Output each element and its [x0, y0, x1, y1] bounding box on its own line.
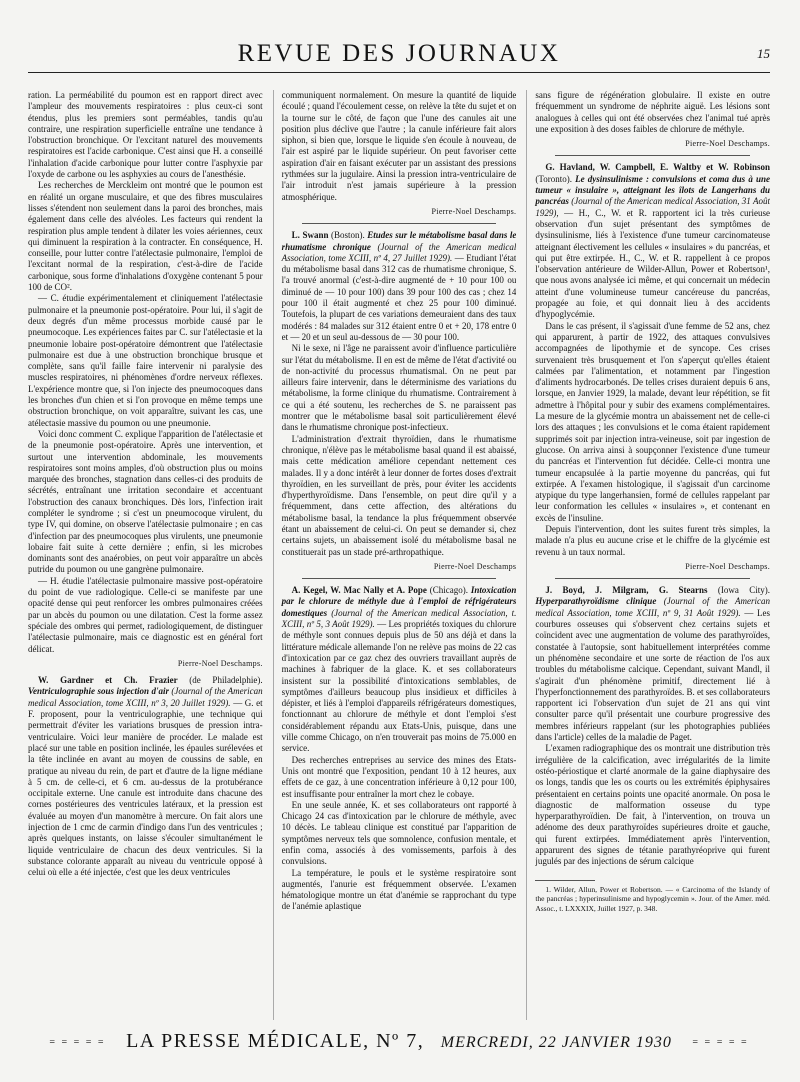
paragraph: ration. La perméabilité du poumon est en rapport direct avec l'ampleur des mouvements respiratoires : plus ceux-ci sont étendus, plus les premiers sont perméables, tandis qu'au contraire, une respiration superficielle entraîne une tendance à l'obstruction bronchique. Or l'excitant naturel des mouvements respiratoires est l'acide carbonique. C'est ainsi que H. a conseillé l'inhalation d'acide carbonique pour lutter contre l'asphyxie par l'oxyde de carbone ou les asphyxies au cours de l'anesthésie. [28, 90, 263, 180]
page-title: REVUE DES JOURNAUX [237, 40, 561, 67]
footer-ornament: = = = = = [49, 1036, 106, 1048]
article-authors: A. Kegel, W. Mac Nally et A. Pope [291, 585, 427, 596]
author-signature: Pierre-Noel Deschamps. [685, 139, 770, 149]
article-body: — Les propriétés toxiques du chlorure de méthyle sont connues depuis plus de 50 ans déjà et dans la littérature médicale allemande l'on ne relève pas moins de 22 cas d'intoxication par ce gaz chez des ouvriers travaillant auprès de machines à fabriquer de la glace. K. et ses collaborateurs insistent sur la possibilité d'intoxications semblables, de symptômes d'ailleurs beaucoup plus insidieux et difficiles à dépister, et liés à l'emploi d'appareils réfrigérateurs domestiques, fonctionnant au chlorure de méthyle et dont l'emploi s'est considérablement répandu aux Etats-Unis, puisque, dans une ville comme Chicago, on n'en trouverait pas moins de 75.000 en service. [281, 619, 517, 754]
article-title: Ventriculographie sous injection d'air [28, 686, 169, 697]
article-location: (de Philadelphie). [177, 675, 263, 686]
article-divider [302, 578, 497, 579]
article-authors: W. Gardner et Ch. Frazier [38, 675, 178, 686]
paragraph: — H. étudie l'atélectasie pulmonaire massive post-opératoire du point de vue radiologique. Celle-ci se manifeste par une opacité dense qui peut renforcer les ombres pulmonaires créées par un abcès du poumon ou une dilatation. C'est la forme assez spéciale des ombres qui permet, radiologiquement, de distinguer l'atélectasie pulmonaire, mais ce diagnostic est en général fort délicat. [28, 575, 263, 654]
footer-ornament-trail: = = = = = [692, 1036, 749, 1048]
article-gardner-frazier [28, 675, 263, 878]
author-signature: Pierre-Noel Deschamps. [431, 206, 517, 216]
article-boyd [535, 585, 770, 743]
article-body: — Etudiant l'état du métabolisme basal dans 312 cas de rhumatisme chronique, S. l'a trouvé anormal (c'est-à-dire augmenté de + 10 pour 100 ou diminué de — 10 pour 100) dans 39 pour 100 des cas ; chez 14 pour 100 il était augmenté et chez 25 pour 100 diminué. Toutefois, la plupart de ces variations demeuraient dans des taux modérés : 84 malades sur 312 étaient entre 0 et + 20, 178 entre 0 et — 20 et un seul au-dessous de — 30 pour 100. [281, 252, 517, 342]
paragraph: Dans le cas présent, il s'agissait d'une femme de 52 ans, chez qui apparurent, à partir de 1922, des attaques convulsives accompagnées de lipothymie et de syncope. Ces crises survenaient très brusquement et l'on s'aperçut qu'elles étaient calmées par l'alimentation, et notamment par l'ingestion d'aliments hydrocarbonés. De telles crises duraient depuis 6 ans, lorsque, en Janvier 1929, la malade, devant leur répétition, se fit admettre à l'hôpital pour y subir des examens complémentaires. La mesure de la glycémie montra un abaissement net de celle-ci lors des attaques ; les convulsions et le coma étaient rapidement supprimés soit par injection intra-veineuse, soit par ingestion de glucose. On arriva ainsi à soupçonner l'existence d'une tumeur du pancréas et l'intervention fut décidée. Celle-ci montra une tumeur encapsulée à la partie moyenne du pancréas, qui fut extirpée. A l'examen histologique, il s'agissait d'un carcinome atypique du type langerhansien, formé de cellules rappelant par leur conformation les cellules « insulaires », et contenant en excès de l'insuline. [535, 320, 770, 523]
article-authors: J. Boyd, J. Milgram, G. Stearns [545, 585, 708, 596]
paragraph: L'examen radiographique des os montrait une distribution très irrégulière de la calcification, avec irrégularités de la limite ostéo-périostique et clarté anormale de la gaine diaphysaire des os longs, tandis que les os courts ou les extrémités épiphysaires présentaient en certains points une opacité anormale. On posa le diagnostic de malformation osseuse du type hyperparathyroïdien. De fait, à l'intervention, on trouva un adénome des deux parathyroïdes supérieures droite et gauche, qui furent extirpées. Immédiatement après l'intervention, apparurent des signes de tétanie parathyréoprive qui furent jugulés par des injections de sérum calcique [535, 743, 770, 867]
article-title: Le dysinsulinisme : convulsions et coma dus à une tumeur « insulaire », atteignant les îlots de Langerhans du pancréas [535, 173, 770, 207]
article-divider [555, 155, 750, 156]
article-divider [302, 223, 497, 224]
article-location: (Chicago). [426, 585, 471, 596]
paragraph: Voici donc comment C. explique l'apparition de l'atélectasie et de la pneumonie post-opératoire. Après une intervention, et surtout une intervention abdominale, les mouvements respiratoires sont moins amples, d'où obstruction plus ou moins marquée des bronches, stagnation dans celles-ci des produits de sécrétés, entraînant une irritation secondaire et accentuant l'obstruction des canaux bronchiques. Dès lors, l'infection irait compléter le syndrome ; si c'est un pneumocoque virulent, du type IV, qui domine, on observe l'atélectasie pulmonaire ; en cas d'infection par des pneumocoques plus virulents, une pneumonie lobaire fait suite à cette dernière ; enfin, si les microbes dominants sont des anaérobies, on peut voir apparaître un abcès putride du poumon ou une gangrène pulmonaire. [28, 428, 263, 575]
article-divider [555, 578, 750, 579]
author-signature: Pierre-Noel Deschamps. [685, 561, 770, 571]
page-footer [28, 1030, 770, 1052]
article-swann [282, 230, 517, 343]
paragraph: La température, le pouls et le système respiratoire sont augmentés, l'anurie est fréquemment observée. L'examen hématologique montre un état d'anémie se rapprochant du type de l'anémie aplastique [281, 867, 517, 912]
author-signature: Pierre-Noel Deschamps. [177, 658, 263, 668]
article-columns [28, 90, 770, 1020]
paragraph: En une seule année, K. et ses collaborateurs ont rapporté à Chicago 24 cas d'intoxication par le chlorure de méthyle, avec 10 décès. Le tableau clinique est constitué par l'apparition de symptômes nerveux tels que somnolence, confusion mentale, et enfin coma, associés à des vomissements, parfois à des convulsions. [281, 799, 517, 867]
page-number: 15 [757, 46, 770, 61]
article-title: Intoxication par le chlorure de méthyle due à l'emploi de réfrigérateurs domestiques [281, 585, 517, 618]
paragraph: L'administration d'extrait thyroïdien, dans le rhumatisme chronique, n'élève pas le métabolisme basal quand il est abaissé, mais cette médication améliore cependant nettement ces malades. Il y a donc intérêt à leur donner de fortes doses d'extrait thyroïdien, en les surveillant de près, pour éviter les accidents d'hyperthyroïdisme. Dans l'ensemble, on peut dire qu'il y a fréquemment, dans cette affection, des altérations du métabolisme basal, la tendance la plus fréquemment observée étant un abaissement de celui-ci. On peut se demander si, chez certains sujets, un abaissement isolé du métabolisme basal ne constituerait pas un stade pré-arthropathique. [281, 433, 517, 557]
paragraph: Ni le sexe, ni l'âge ne paraissent avoir d'influence particulière sur l'état du métabolisme. Il en est de même de l'état d'activité ou de non-activité du processus rhumatismal. On ne peut par ailleurs faire intervenir, dans le déterminisme des variations du métabolisme, la forme clinique du rhumatisme. Contrairement à ce qui a été soutenu, les recherches de S. ne paraissent pas montrer que le métabolisme basal soit particulièrement élevé dans le rhumatisme chronique post-infectieux. [281, 343, 517, 433]
footer-date: MERCREDI, 22 JANVIER 1930 [440, 1034, 672, 1051]
paragraph: Les recherches de Merckleim ont montré que le poumon est en réalité un organe musculaire, et que des fibres musculaires lisses s'étendent non seulement dans la paroi des bronches, mais également dans celle des alvéoles. Les facteurs qui rendent la respiration plus ample tendent à dilater les voies aériennes, ceux qui diminuent la respiration à la contracter. En conséquence, H. conseille, pour lutter contre l'atélectasie pulmonaire, l'emploi de l'excitant normal de la respiration, c'est-à-dire de l'acide carbonique, sous forme d'inhalations d'oxygène contenant 5 pour 100 de CO². [28, 180, 263, 293]
article-authors: G. Havland, W. Campbell, E. Waltby et W. Robinson [545, 162, 770, 173]
journal-reference: (Journal of the American medical Association, t. XCIII, nº 5, 3 Août 1929). [281, 607, 517, 630]
article-location: (Boston). [328, 230, 368, 241]
column-3 [526, 90, 770, 1020]
article-havland [535, 162, 770, 320]
paragraph: sans figure de régénération globulaire. Il existe en outre fréquemment un syndrome de néphrite aiguë. Les lésions sont analogues à celles qui ont été observées chez l'animal tué après une exposition à des doses faibles de chlorure de méthyle. [535, 90, 770, 134]
paragraph: Depuis l'intervention, dont les suites furent très simples, la malade n'a plus eu aucune crise et le chiffre de la glycémie est revenu à un taux normal. [535, 523, 770, 557]
page-header [28, 38, 770, 73]
footnote-divider [535, 880, 595, 881]
article-kegel [282, 585, 517, 754]
article-location: (Iowa City). [707, 585, 770, 596]
article-title: Etudes sur le métabolisme basal dans le rhumatisme chronique [281, 230, 517, 252]
paragraph: communiquent normalement. On mesure la quantité de liquide écoulé ; quand l'écoulement cesse, on relève la tête du sujet et on la tourne sur le côté, de façon que l'une des canules ait une position plus déclive que l'autre ; la canule inférieure fait alors siphon, si bien que, lorsque le liquide s'en écoule à nouveau, de l'air est aspiré par le liquide supérieur. On peut favoriser cette aspiration d'air en faisant exécuter par un assistant des pressions rythmées sur la jugulaire. Ainsi la pression intra-ventriculaire de l'air introduit n'est jamais supérieure à la pression atmosphérique. [281, 90, 517, 202]
article-authors: L. Swann [291, 230, 329, 241]
author-signature: Pierre-Noel Deschamps [433, 561, 517, 571]
article-body: — Les courbures osseuses qui s'observent chez certains sujets et coïncident avec une augmentation de volume des parathyroïdes, constatée à l'autopsie, sont habituellement interprétées comme un phénomène secondaire et une sorte de réaction de l'os aux troubles du métabolisme calcique. Cependant, suivant Mandl, il s'agirait d'un phénomène primitif, directement lié à l'hyperfonctionnement des parathyroïdes. B. et ses collaborateurs rapportent ici l'observation d'un sujet de 21 ans qui vint consulter parce qu'il présentait une courbure progressive des membres inférieurs rappelant (sur les photographies publiées dans l'article) celles de la maladie de Paget. [535, 607, 770, 743]
column-2 [273, 90, 517, 1020]
journal-reference: (Journal of the American medical Association, tome XCIII, nº 9, 31 Août 1929). [535, 596, 770, 618]
footnote: 1. Wilder, Allun, Power et Robertson. — « Carcinoma of the Islandy of the pancréas ; hyperinsulinisme and hypoglycemin ». Jour. of the Amer. méd. Assoc., t. LXXXIX, Juillet 1927, p. 348. [535, 884, 770, 913]
article-title: Hyperparathyroïdisme clinique [535, 596, 657, 607]
footer-title: LA PRESSE MÉDICALE, Nº 7, [126, 1030, 425, 1052]
article-body: — G. et F. proposent, pour la ventriculographie, une technique qui permettrait d'éviter les variations brusques de pression intra-ventriculaire. Voici leur manière de procéder. Le malade est placé sur une table en position inclinée, les épaules surélevées et la tête inclinée en avant au moyen de coussins de sable, en pratique au niveau du rein, de part et d'autre de la ligne médiane à 5 cm. de celle-ci, et 6 cm. au-dessus de la protubérance occipitale externe. Une canule est introduite dans chacune des cornes postérieures des ventricules latéraux, et la pression est évaluée au moyen d'un manomètre à mercure. On fait alors une injection de 1 cmc de carmin d'indigo dans l'un des ventricules ; après quelques instants, on laisse s'écouler simultanément le liquide ventriculaire de chacun des deux ventricules. Si la substance colorante apparaît au niveau du ventricule opposé à celui où elle a été injectée, c'est que les deux ventricules [28, 697, 263, 878]
journal-reference: (Journal of the American medical Association, tome XCIII, nº 4, 27 Juillet 1929). [281, 241, 517, 263]
article-location: (Toronto). [535, 173, 576, 184]
paragraph: — C. étudie expérimentalement et cliniquement l'atélectasie pulmonaire et la pneumonie post-opératoire. Pour lui, il s'agit de deux degrés d'un même processus morbide causé par le pneumocoque. Les expériences faites par C. sur l'atélectasie et la pneumonie lobaire post-opératoire démontrent que l'atélectasie pulmonaire est due à une obstruction bronchique brusque et complète, sans qu'il faille faire intervenir ni paralysie des muscles respiratoires, ni phénomènes d'ordre nerveux réflexes. L'expérience montre que, si l'on injecte des pneumocoques dans les bronches d'un chien et si l'on provoque en même temps une obstruction bronchique, on voit apparaître, suivant les cas, une atélectasie massive du poumon ou une pneumonie. [28, 293, 263, 428]
article-body: — H., C., W. et R. rapportent ici la très curieuse observation d'un sujet présentant des symptômes de dysinsulinisme, liés à l'existence d'une tumeur carcinomateuse atteignant électivement les cellules « insulaires » du pancréas, et qui put être extirpée. H., C., W. et R. rappellent à ce propos l'observation antérieure de Wilder-Allun, Power et Robertson¹, que nous avons analysée ici même, et qui concernait un médecin atteint d'une volumineuse tumeur cancéreuse du pancréas, propagée au foie, et qui donnait lieu à des accidents d'hypoglycémie. [535, 207, 770, 320]
journal-reference: (Journal of the American medical Association, 31 Août 1929), [535, 196, 770, 218]
column-1 [28, 90, 263, 1020]
paragraph: Des recherches entreprises au service des mines des Etats-Unis ont montré que l'exposition, pendant 10 à 12 heures, aux effets de ce gaz, à une concentration inférieure à 0,12 pour 100, est insuffisante pour entraîner la mort chez le cobaye. [281, 754, 517, 799]
journal-reference: (Journal of the American medical Association, tome XCIII, nº 3, 20 Juillet 1929). [28, 686, 263, 708]
